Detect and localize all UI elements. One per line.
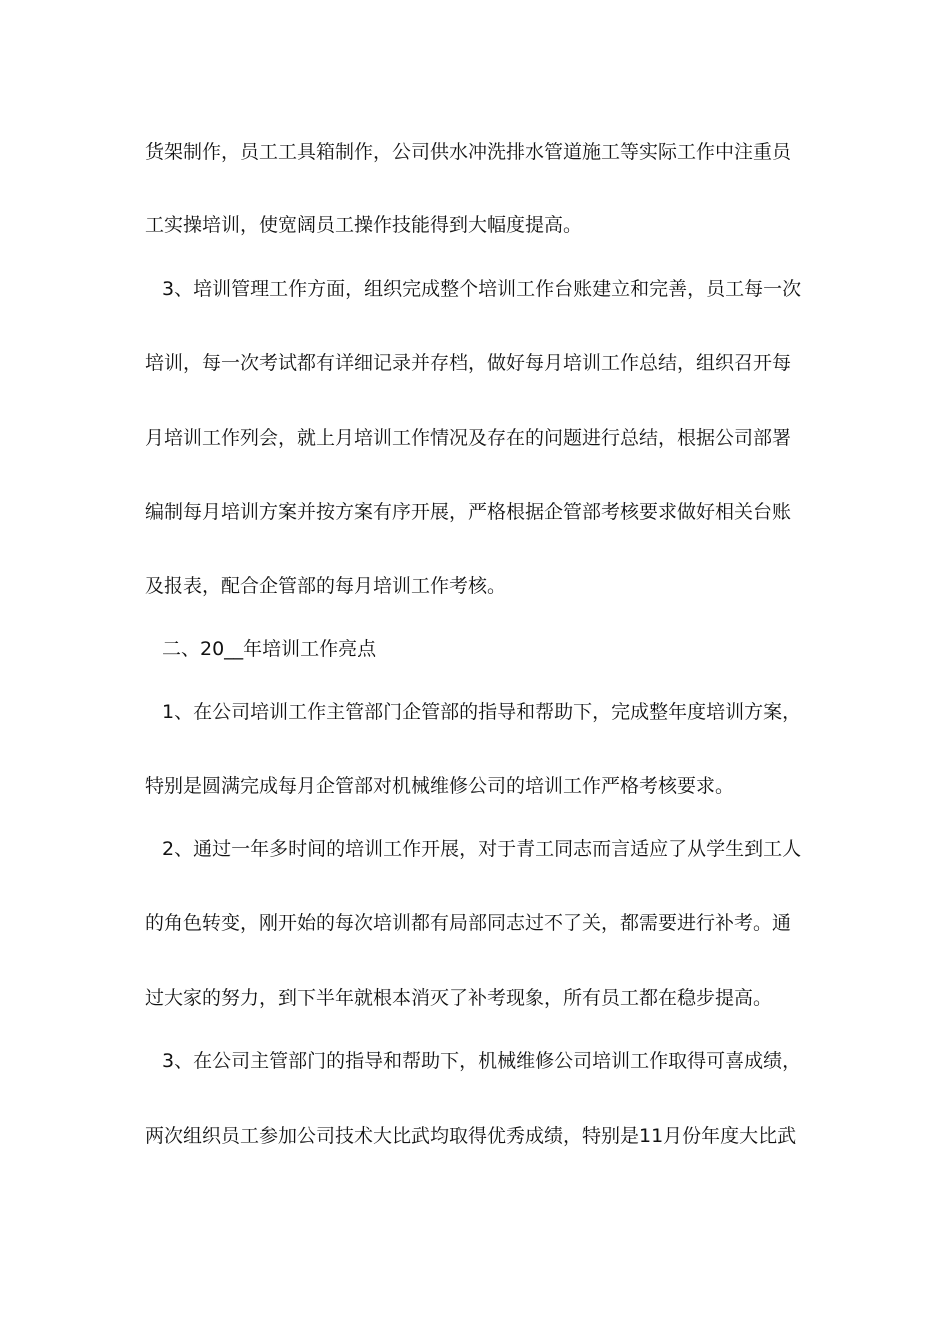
paragraph-line: 1、在公司培训工作主管部门企管部的指导和帮助下，完成整年度培训方案， [162, 701, 802, 723]
paragraph-line: 工实操培训，使宽阔员工操作技能得到大幅度提高。 [145, 214, 583, 236]
section-heading: 二、20__年培训工作亮点 [162, 638, 377, 660]
paragraph-line: 的角色转变，刚开始的每次培训都有局部同志过不了关，都需要进行补考。通 [145, 912, 792, 934]
paragraph-line: 货架制作，员工工具箱制作，公司供水冲洗排水管道施工等实际工作中注重员 [145, 141, 792, 163]
paragraph-line: 过大家的努力，到下半年就根本消灭了补考现象，所有员工都在稳步提高。 [145, 987, 773, 1009]
paragraph-line: 3、在公司主管部门的指导和帮助下，机械维修公司培训工作取得可喜成绩， [162, 1050, 802, 1072]
paragraph-line: 特别是圆满完成每月企管部对机械维修公司的培训工作严格考核要求。 [145, 775, 735, 797]
paragraph-line: 月培训工作列会，就上月培训工作情况及存在的问题进行总结，根据公司部署 [145, 427, 792, 449]
paragraph-line: 编制每月培训方案并按方案有序开展，严格根据企管部考核要求做好相关台账 [145, 501, 792, 523]
paragraph-line: 3、培训管理工作方面，组织完成整个培训工作台账建立和完善，员工每一次 [162, 278, 802, 300]
paragraph-line: 两次组织员工参加公司技术大比武均取得优秀成绩，特别是11月份年度大比武 [145, 1125, 797, 1147]
paragraph-line: 培训，每一次考试都有详细记录并存档，做好每月培训工作总结，组织召开每 [145, 352, 792, 374]
paragraph-line: 2、通过一年多时间的培训工作开展，对于青工同志而言适应了从学生到工人 [162, 838, 802, 860]
paragraph-line: 及报表，配合企管部的每月培训工作考核。 [145, 575, 507, 597]
